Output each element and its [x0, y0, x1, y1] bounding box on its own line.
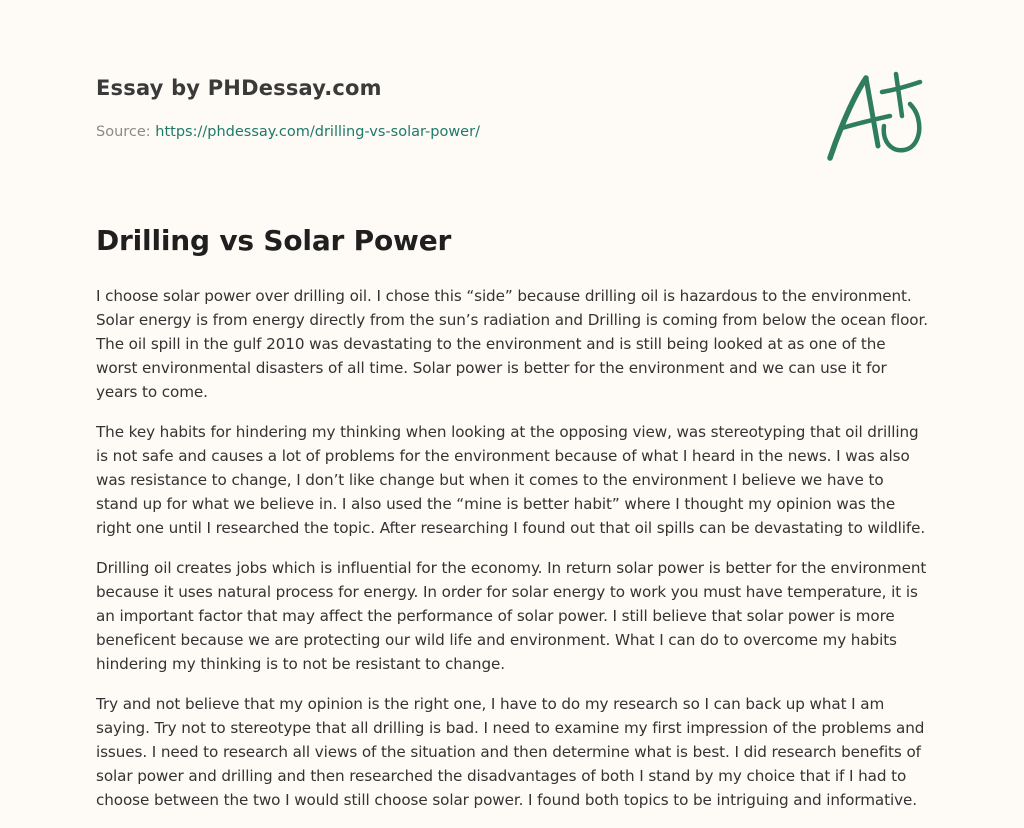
- brand-title: Essay by PHDessay.com: [96, 76, 382, 100]
- a-plus-grade-icon: [820, 66, 930, 166]
- essay-paragraph: Try and not believe that my opinion is the right one, I have to do my research so I can back up what I am saying. Try not to stereotype that all drilling is bad. I need to examine my first impression of the problems and issues. I need to research all views of the situation and then determine what is best. I did research benefits of solar power and drilling and then researched the disadvantages of both I stand by my choice that if I had to choose between the two I would still choose solar power. I found both topics to be intriguing and informative.: [96, 695, 925, 809]
- essay-title: Drilling vs Solar Power: [96, 224, 452, 257]
- source-link[interactable]: https://phdessay.com/drilling-vs-solar-power/: [155, 124, 480, 140]
- essay-paragraph: I choose solar power over drilling oil. I chose this “side” because drilling oil is hazardous to the environment. Solar energy is from energy directly from the sun’s radiation and Drilling is coming from below the ocean floor. The oil spill in the gulf 2010 was devastating to the environment and is still being looked at as one of the worst environmental disasters of all time. Solar power is better for the environment and we can use it for years to come.: [96, 287, 928, 401]
- essay-paragraph: The key habits for hindering my thinking when looking at the opposing view, was stereotyping that oil drilling is not safe and causes a lot of problems for the environment because of what I heard in the news. I was also was resistance to change, I don’t like change but when it comes to the environment I believe we have to stand up for what we believe in. I also used the “mine is better habit” where I thought my opinion was the right one until I researched the topic. After researching I found out that oil spills can be devastating to wildlife.: [96, 423, 926, 537]
- essay-paragraph: Drilling oil creates jobs which is influential for the economy. In return solar power is better for the environment because it uses natural process for energy. In order for solar energy to work you must have temperature, it is an important factor that may affect the performance of solar power. I still believe that solar power is more beneficent because we are protecting our wild life and environment. What I can do to overcome my habits hindering my thinking is to not be resistant to change.: [96, 559, 927, 673]
- essay-body: [96, 284, 930, 828]
- source-label: Source:: [96, 124, 156, 140]
- source-line: [96, 124, 480, 140]
